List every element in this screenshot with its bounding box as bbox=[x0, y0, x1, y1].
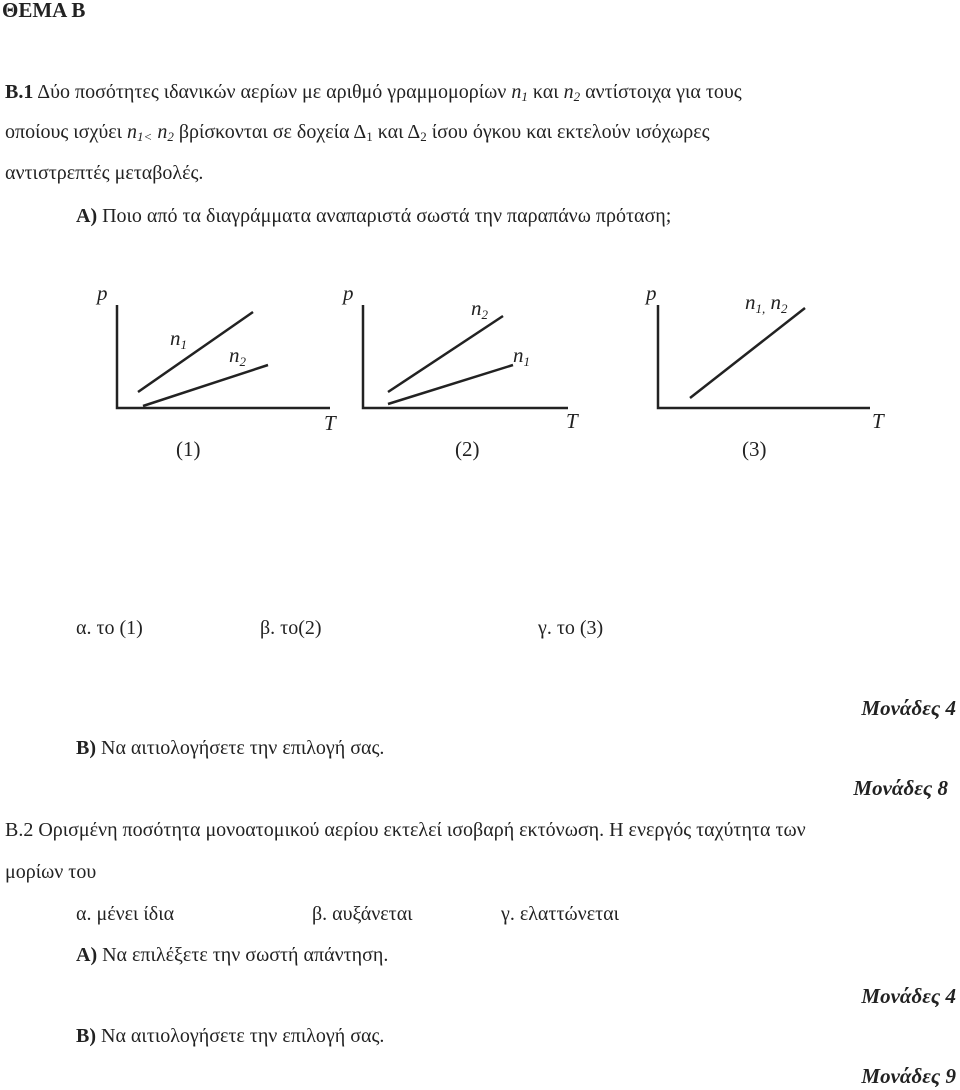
b2-part-b-label: Β) bbox=[76, 1025, 96, 1047]
b2-marks-b: Μονάδες 9 bbox=[861, 1064, 956, 1088]
and-word: και bbox=[377, 121, 404, 143]
diagram-3-label-n1n2: n1, n2 bbox=[745, 290, 788, 316]
b1-option-c[interactable]: γ. το (3) bbox=[538, 617, 604, 639]
b2-line-2: μορίων του bbox=[5, 861, 97, 883]
diagram-1-x-label: T bbox=[324, 411, 336, 435]
diagram-2-axes bbox=[363, 305, 568, 408]
b1-line2-text: οποίους ισχύει bbox=[5, 121, 123, 143]
diagram-1-caption: (1) bbox=[176, 437, 201, 461]
b2-part-b bbox=[76, 1024, 384, 1048]
b1-marks-b: Μονάδες 8 bbox=[853, 776, 948, 800]
b1-option-b[interactable]: β. το(2) bbox=[260, 617, 322, 639]
b1-line1-text: Δύο ποσότητες ιδανικών αερίων με αριθμό γραμμομορίων bbox=[37, 81, 507, 103]
b1-marks-a: Μονάδες 4 bbox=[861, 696, 956, 720]
b2-option-c[interactable]: γ. ελαττώνεται bbox=[501, 903, 619, 925]
n2-symbol: $n_2$ bbox=[563, 81, 581, 104]
b2-line-1: Β.2 Ορισμένη ποσότητα μονοατομικού αερίου εκτελεί ισοβαρή εκτόνωση. Η ενεργός ταχύτητα των bbox=[5, 819, 806, 841]
part-a-label: Α) bbox=[76, 205, 98, 227]
diagram-2-line-n1 bbox=[388, 365, 513, 404]
diagram-1-label-n2: n2 bbox=[229, 343, 246, 369]
diagram-2-y-label: p bbox=[343, 281, 354, 305]
diagram-1-label-n1: n1 bbox=[170, 326, 187, 352]
b1-line-1 bbox=[5, 80, 742, 104]
diagram-2-x-label: T bbox=[566, 409, 578, 433]
b1-line1-end: αντίστοιχα για τους bbox=[585, 81, 742, 103]
diagram-2-line-n2 bbox=[388, 316, 503, 392]
diagram-1-y-label: p bbox=[97, 281, 108, 305]
diagram-3-caption: (3) bbox=[742, 437, 767, 461]
diagram-3-line-n1n2 bbox=[690, 308, 805, 398]
section-heading: ΘΕΜΑ Β bbox=[2, 0, 86, 22]
b1-line2-end: ίσου όγκου και εκτελούν ισόχωρες bbox=[431, 121, 710, 143]
b1-option-a[interactable]: α. το (1) bbox=[76, 617, 143, 639]
part-b-label: Β) bbox=[76, 737, 96, 759]
b2-part-a bbox=[76, 943, 388, 967]
diagram-3-x-label: T bbox=[872, 409, 884, 433]
b1-line-3: αντιστρεπτές μεταβολές. bbox=[5, 162, 204, 184]
b1-line2-containers: βρίσκονται σε δοχεία Δ bbox=[178, 121, 367, 143]
diagram-1-axes bbox=[117, 305, 330, 408]
and-word: και bbox=[532, 81, 559, 103]
diagram-2-caption: (2) bbox=[455, 437, 480, 461]
b2-marks-a: Μονάδες 4 bbox=[861, 984, 956, 1008]
n1-symbol: $n_1$ bbox=[511, 81, 528, 104]
diagram-2-label-n1: n1 bbox=[513, 343, 530, 369]
b1-part-a bbox=[76, 204, 671, 228]
n1-lt-n2: $n_{1<}$ $n_2$ bbox=[127, 121, 174, 144]
diagram-2-label-n2: n2 bbox=[471, 296, 488, 322]
b2-part-a-text: Να επιλέξετε την σωστή απάντηση. bbox=[102, 944, 389, 966]
b1-line-2: οποίους ισχύει $n_{1<}$ $n_2$ βρίσκονται σε δοχεία $\Delta_1$ και $\Delta_2$ ίσου όγκου και εκτελούν ισόχωρες bbox=[5, 121, 710, 144]
b2-part-b-text: Να αιτιολογήσετε την επιλογή σας. bbox=[101, 1025, 385, 1047]
diagram-3-y-label: p bbox=[646, 281, 657, 305]
diagram-3-axes bbox=[658, 305, 870, 408]
b1-number: Β.1 bbox=[5, 81, 34, 103]
b2-part-a-label: Α) bbox=[76, 944, 98, 966]
b2-option-b[interactable]: β. αυξάνεται bbox=[312, 903, 413, 925]
b2-option-a[interactable]: α. μένει ίδια bbox=[76, 903, 175, 925]
part-a-question: Ποιο από τα διαγράμματα αναπαριστά σωστά την παραπάνω πρόταση; bbox=[102, 205, 672, 227]
part-b-text: Να αιτιολογήσετε την επιλογή σας. bbox=[101, 737, 385, 759]
b1-part-b bbox=[76, 736, 384, 760]
diagram-1-line-n2 bbox=[143, 365, 268, 406]
pt-diagrams bbox=[0, 270, 960, 470]
